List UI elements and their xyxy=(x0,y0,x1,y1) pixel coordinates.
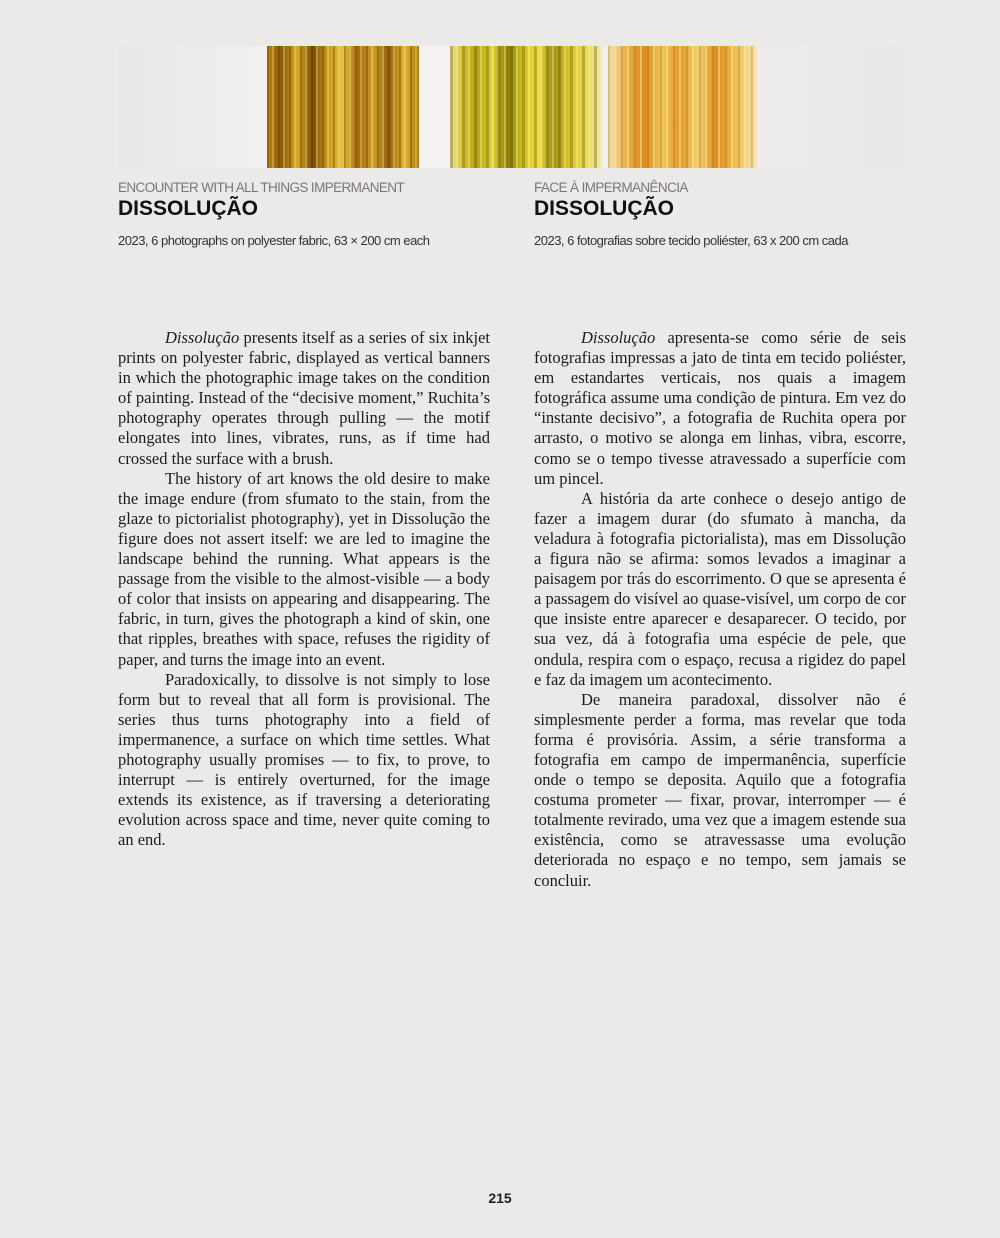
paragraph-text: presents itself as a series of six inkjet prints on polyester fabric, displayed as vertical banners in which the photographic image takes on the condition of painting. Instead of the “decisive moment,” Ruchita’s photography operates through pulling — the motif elongates into lines, vibrates, runs, as if time had crossed the surface with a brush. xyxy=(118,328,490,468)
portuguese-text-column xyxy=(534,328,906,891)
paragraph xyxy=(118,328,490,469)
work-title-italic: Dissolução xyxy=(581,328,656,347)
caption-kicker: ENCOUNTER WITH ALL THINGS IMPERMANENT xyxy=(118,180,405,195)
paragraph-text: apresenta-se como série de seis fotografias impressas a jato de tinta em tecido poliéster, em estandartes verticais, nos quais a imagem fotográfica assume uma condição de pintura. Em vez do “instante decisivo”, a fotografia de Ruchita opera por arrasto, o motivo se alonga em linhas, vibra, escorre, como se o tempo tivesse atravessado a superfície com um pincel. xyxy=(534,328,906,488)
photo-strip xyxy=(118,46,904,168)
caption-english xyxy=(118,180,430,249)
paragraph: The history of art knows the old desire to make the image endure (from sfumato to the stain, from the glaze to pictorialist photography), yet in Dissolução the figure does not assert itself: we are led to imagine the landscape behind the running. What appears is the passage from the visible to the almost-visible — a body of color that insists on appearing and disappearing. The fabric, in turn, gives the photograph a kind of skin, one that ripples, breathes with space, refuses the rigidity of paper, and turns the image into an event. xyxy=(118,468,490,669)
caption-meta: 2023, 6 photographs on polyester fabric, 63 × 200 cm each xyxy=(118,233,430,248)
paragraph: De maneira paradoxal, dissolver não é simplesmente perder a forma, mas revelar que toda forma é provisória. Assim, a série transforma a fotografia em campo de impermanência, superfície onde o tempo se deposita. Aquilo que a fotografia costuma prometer — fixar, provar, interromper — é totalmente revirado, uma vez que a imagem estende sua existência, como se atravessasse uma evolução deteriorada no espaço e no tempo, sem jamais se concluir. xyxy=(534,689,906,890)
caption-title: DISSOLUÇÃO xyxy=(118,197,259,220)
page-number: 215 xyxy=(488,1190,512,1206)
paragraph xyxy=(534,328,906,489)
caption-meta: 2023, 6 fotografias sobre tecido poliéster, 63 x 200 cm cada xyxy=(534,233,848,248)
caption-title: DISSOLUÇÃO xyxy=(534,197,675,220)
paragraph: Paradoxically, to dissolve is not simply to lose form but to reveal that all form is provisional. The series thus turns photography into a field of impermanence, a surface on which time settles. What photography usually promises — to fix, to prove, to interrupt — is entirely overturned, for the image extends its existence, as if traversing a deteriorating evolution across space and time, never quite coming to an end. xyxy=(118,669,490,850)
caption-portuguese xyxy=(534,180,848,249)
caption-kicker: FACE À IMPERMANÊNCIA xyxy=(534,180,688,195)
dissolucao-photo-1 xyxy=(267,46,419,168)
paragraph: A história da arte conhece o desejo antigo de fazer a imagem durar (do sfumato à mancha, da veladura à fotografia pictorialista), mas em Dissolução a figura não se afirma: somos levados a imaginar a paisagem por trás do escorrimento. O que se apresenta é a passagem do visível ao quase-visível, um corpo de cor que insiste entre aparecer e desaparecer. O tecido, por sua vez, dá à fotografia uma espécie de pele, que ondula, respira com o espaço, recusa a rigidez do papel e faz da imagem um acontecimento. xyxy=(534,488,906,689)
dissolucao-photo-3 xyxy=(608,46,758,168)
work-title-italic: Dissolução xyxy=(165,328,240,347)
english-text-column xyxy=(118,328,490,850)
dissolucao-photo-2 xyxy=(450,46,602,168)
